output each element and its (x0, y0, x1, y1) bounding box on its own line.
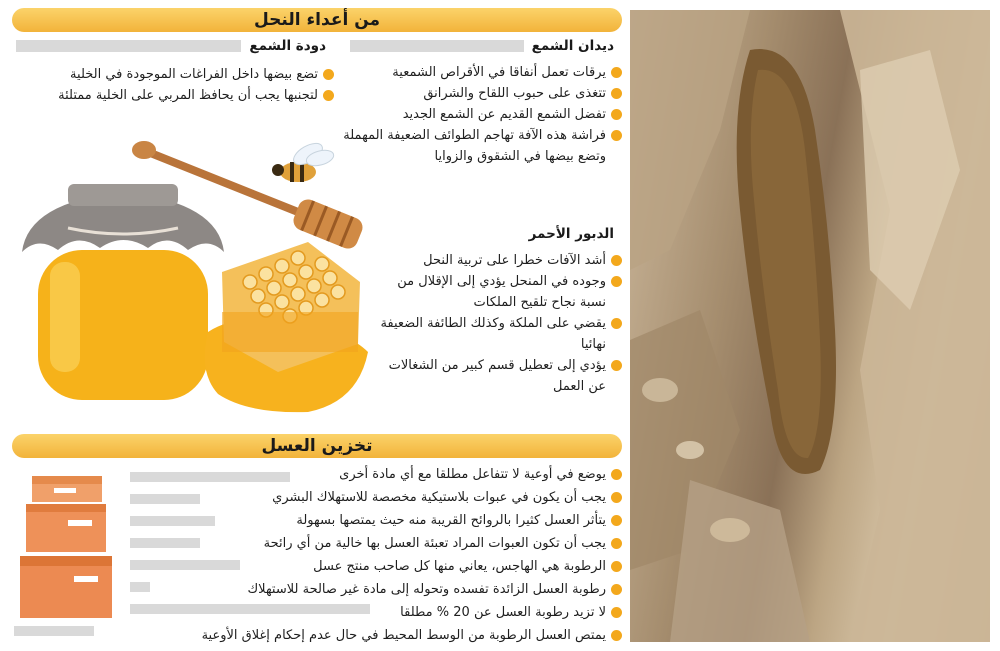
list-item (90, 625, 624, 648)
list-item (90, 556, 624, 579)
wax-larvae-subhead (350, 40, 622, 52)
list-item (90, 579, 624, 602)
bee-icon (272, 139, 335, 182)
list-item-text: الرطوبة هي الهاجس، يعاني منها كل صاحب منتج عسل (307, 556, 606, 578)
list-item: يرقات تعمل أنفاقا في الأقراص الشمعية (340, 62, 624, 83)
wax-larvae-list (340, 62, 624, 167)
wax-moth-subhead (16, 40, 334, 52)
storage-title-banner (12, 434, 622, 458)
list-item: يقضي على الملكة وكذلك الطائفة الضعيفة نهائيا (380, 313, 624, 355)
list-item: تتغذى على حبوب اللقاح والشرانق (340, 83, 624, 104)
boxes-illustration (18, 472, 118, 622)
honey-illustration (8, 132, 378, 422)
list-item: فراشة هذه الآفة تهاجم الطوائف الضعيفة المهملة وتضع بيضها في الشقوق والزوايا (340, 125, 624, 167)
storage-title: تخزين العسل (261, 436, 373, 456)
wax-moth-list (14, 64, 336, 106)
list-item: تضع بيضها داخل الفراغات الموجودة في الخلية (14, 64, 336, 85)
list-item: وجوده في المنحل يؤدي إلى الإقلال من نسبة نجاح تلقيح الملكات (380, 271, 624, 313)
main-title: من أعداء النحل (254, 10, 381, 30)
red-hornet-list (380, 250, 624, 397)
list-item-text: يجب أن تكون العبوات المراد تعبئة العسل بها خالية من أي رائحة (258, 533, 606, 555)
list-item (90, 602, 624, 625)
list-item-text: لا تزيد رطوبة العسل عن 20 % مطلقا (394, 602, 606, 624)
bee-swarm-photo (630, 10, 990, 642)
list-item: يؤدي إلى تعطيل قسم كبير من الشغالات عن العمل (380, 355, 624, 397)
main-title-banner (12, 8, 622, 32)
box-icon (20, 556, 112, 618)
storage-list (90, 464, 624, 648)
list-item: لتجنبها يجب أن يحافظ المربي على الخلية ممتلئة (14, 85, 336, 106)
honeycomb-icon (205, 242, 368, 412)
box-icon (32, 476, 102, 502)
list-item-text: يمتص العسل الرطوبة من الوسط المحيط في حال عدم إحكام إغلاق الأوعية (196, 625, 606, 647)
divider (14, 626, 94, 636)
list-item-text: يتأثر العسل كثيرا بالروائح القريبة منه حيث يمتصها بسهولة (290, 510, 606, 532)
list-item: أشد الآفات خطرا على تربية النحل (380, 250, 624, 271)
list-item-text: يوضع في أوعية لا تتفاعل مطلقا مع أي مادة أخرى (333, 464, 606, 486)
list-item (90, 487, 624, 510)
list-item (90, 533, 624, 556)
list-item (90, 464, 624, 487)
wax-larvae-title: ديدان الشمع (524, 37, 622, 55)
wax-moth-title: دودة الشمع (241, 37, 334, 55)
red-hornet-subhead (380, 228, 622, 240)
list-item-text: رطوبة العسل الزائدة تفسده وتحوله إلى مادة غير صالحة للاستهلاك (241, 579, 606, 601)
list-item: تفضل الشمع القديم عن الشمع الجديد (340, 104, 624, 125)
honey-jar-icon (22, 184, 224, 400)
list-item (90, 510, 624, 533)
list-item-text: يجب أن يكون في عبوات بلاستيكية مخصصة للاستهلاك البشري (266, 487, 606, 509)
box-icon (26, 504, 106, 552)
red-hornet-title: الدبور الأحمر (521, 225, 622, 243)
photo-drawing (630, 10, 990, 642)
